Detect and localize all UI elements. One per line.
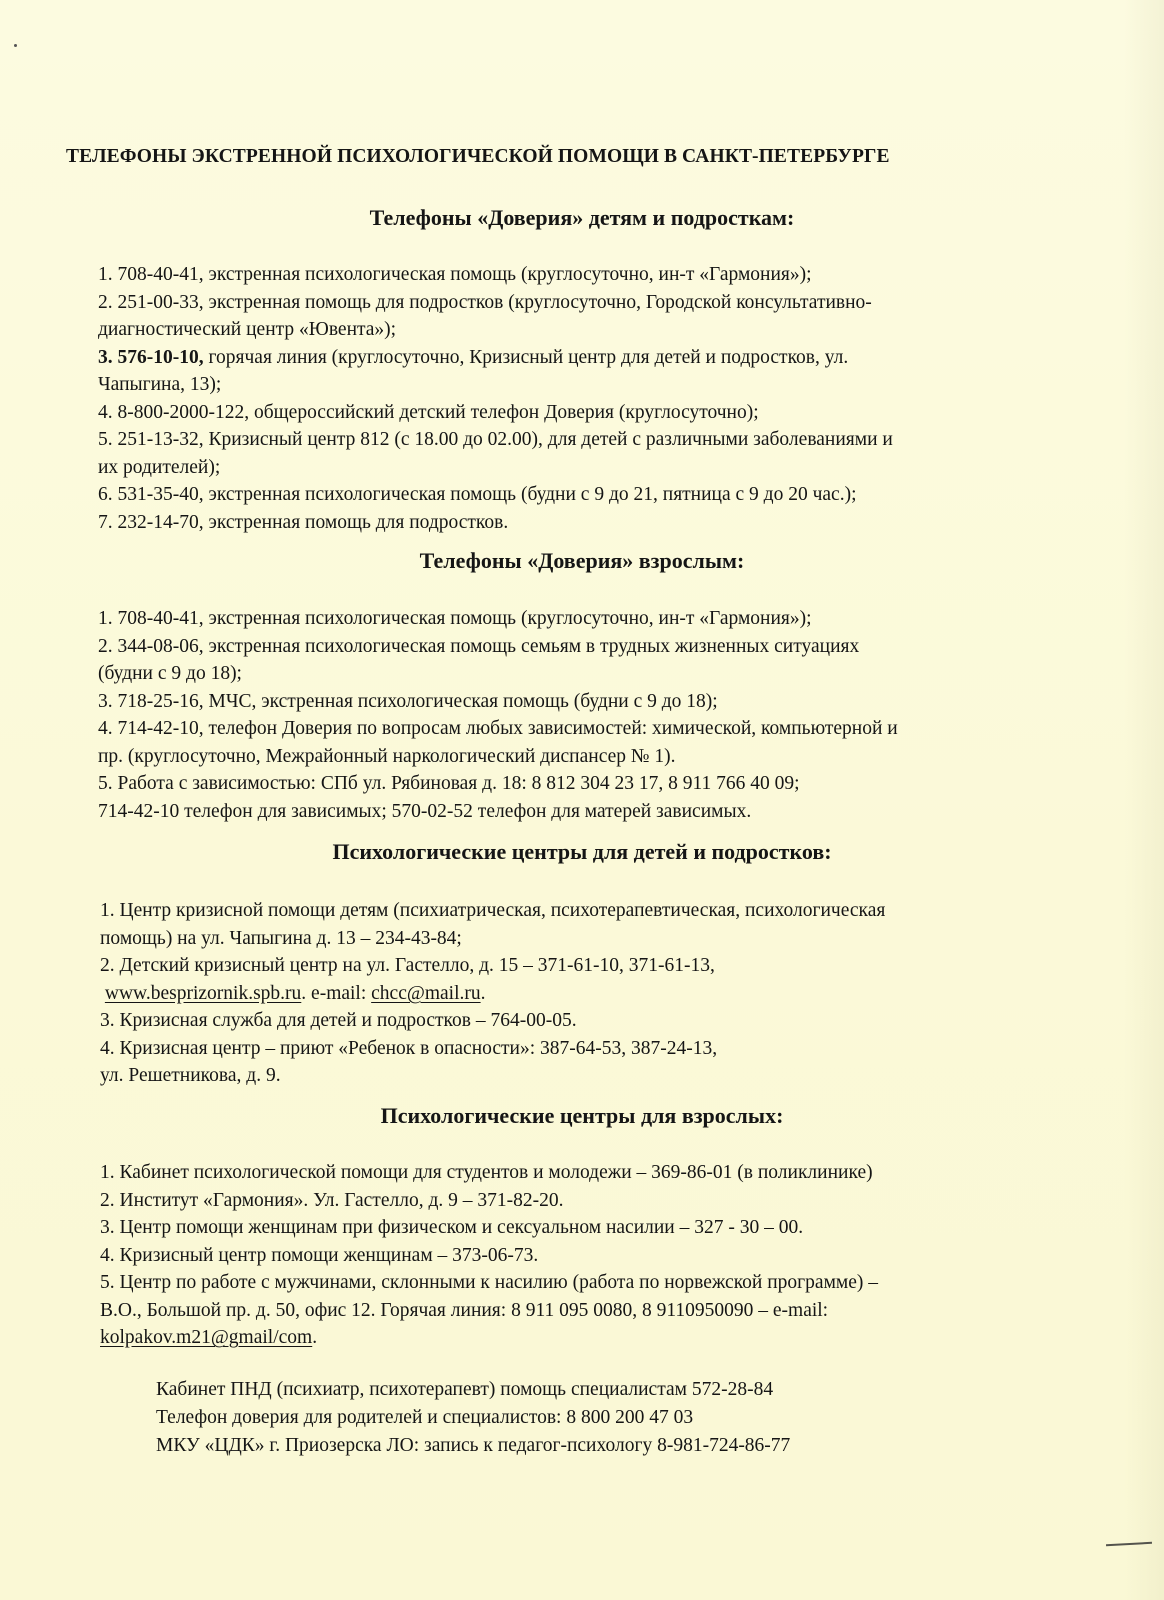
email-end: . xyxy=(312,1327,318,1348)
list-line: ул. Решетникова, д. 9. xyxy=(100,1065,281,1086)
list-line: 1. Кабинет психологической помощи для студентов и молодежи – 369-86-01 (в поликлинике) xyxy=(100,1162,873,1183)
list-line: 3. Кризисная служба для детей и подростков – 764-00-05. xyxy=(100,1010,577,1031)
children-centers-list xyxy=(100,897,885,1090)
list-line: 1. 708-40-41, экстренная психологическая помощь (круглосуточно, ин-т «Гармония»); xyxy=(98,264,812,285)
item3-text: горячая линия (круглосуточно, Кризисный центр для детей и подростков, ул. xyxy=(208,346,849,368)
footer-contacts xyxy=(156,1376,790,1460)
list-line: диагностический центр «Ювента»); xyxy=(98,319,397,340)
list-line: помощь) на ул. Чапыгина д. 13 – 234-43-84; xyxy=(100,927,462,949)
list-line-item3 xyxy=(98,344,893,372)
adult-hotlines-list xyxy=(98,605,898,825)
children-hotlines-list xyxy=(98,261,893,536)
list-line-email xyxy=(100,1324,878,1352)
list-line: 6. 531-35-40, экстренная психологическая помощь (будни с 9 до 21, пятница с 9 до 20 час.); xyxy=(98,484,857,505)
website-link[interactable]: www.besprizornik.spb.ru xyxy=(104,982,302,1004)
list-line: 714-42-10 телефон для зависимых; 570-02-52 телефон для матерей зависимых. xyxy=(98,800,752,822)
list-line: 2. 344-08-06, экстренная психологическая помощь семьям в трудных жизненных ситуациях xyxy=(98,635,860,657)
adult-centers-list xyxy=(100,1159,878,1352)
email-label: . e-mail: xyxy=(301,982,372,1004)
item3-number: 3. 576-10-10, xyxy=(98,346,204,368)
list-line-links xyxy=(100,980,885,1008)
list-line: (будни с 9 до 18); xyxy=(98,663,242,684)
document-title: ТЕЛЕФОНЫ ЭКСТРЕННОЙ ПСИХОЛОГИЧЕСКОЙ ПОМОЩИ В САНКТ-ПЕТЕРБУРГЕ xyxy=(66,146,890,167)
list-line: Чапыгина, 13); xyxy=(98,374,222,395)
list-line: 7. 232-14-70, экстренная помощь для подростков. xyxy=(98,511,509,533)
list-line: 4. 8-800-2000-122, общероссийский детский телефон Доверия (круглосуточно); xyxy=(98,401,759,423)
list-line: их родителей); xyxy=(98,456,221,478)
list-line: 2. 251-00-33, экстренная помощь для подростков (круглосуточно, Городской консультативно- xyxy=(98,291,872,313)
section-heading-adult-centers: Психологические центры для взрослых: xyxy=(380,1103,784,1128)
footer-line: Телефон доверия для родителей и специалистов: 8 800 200 47 03 xyxy=(156,1407,694,1428)
page-edge-shadow xyxy=(1124,0,1164,1600)
list-line: 4. 714-42-10, телефон Доверия по вопросам любых зависимостей: химической, компьютерной и xyxy=(98,718,898,739)
footer-line: МКУ «ЦДК» г. Приозерска ЛО: запись к педагог-психологу 8-981-724-86-77 xyxy=(156,1435,791,1456)
footer-line: Кабинет ПНД (психиатр, психотерапевт) помощь специалистам 572-28-84 xyxy=(156,1379,774,1400)
list-line: 3. Центр помощи женщинам при физическом и сексуальном насилии – 327 - 30 – 00. xyxy=(100,1217,804,1238)
email-end: . xyxy=(480,982,486,1004)
list-line: 1. 708-40-41, экстренная психологическая помощь (круглосуточно, ин-т «Гармония»); xyxy=(98,608,812,629)
section-heading-adult-hotlines: Телефоны «Доверия» взрослым: xyxy=(419,548,745,573)
list-line: 2. Детский кризисный центр на ул. Гастелло, д. 15 – 371-61-10, 371-61-13, xyxy=(100,955,715,976)
section-heading-children-hotlines: Телефоны «Доверия» детям и подросткам: xyxy=(369,205,795,230)
email-link[interactable]: chcc@mail.ru xyxy=(371,982,481,1004)
list-line: 5. Работа с зависимостью: СПб ул. Рябиновая д. 18: 8 812 304 23 17, 8 911 766 40 09; xyxy=(98,773,800,794)
list-line: 1. Центр кризисной помощи детям (психиатрическая, психотерапевтическая, психологическая xyxy=(100,900,886,921)
list-line: 5. 251-13-32, Кризисный центр 812 (с 18.00 до 02.00), для детей с различными заболеваниями и xyxy=(98,429,893,450)
email-link[interactable]: kolpakov.m21@gmail/com xyxy=(100,1327,313,1348)
list-line: 3. 718-25-16, МЧС, экстренная психологическая помощь (будни с 9 до 18); xyxy=(98,690,718,712)
section-heading-children-centers: Психологические центры для детей и подростков: xyxy=(332,839,832,864)
list-line: 2. Институт «Гармония». Ул. Гастелло, д. 9 – 371-82-20. xyxy=(100,1189,564,1211)
list-line: В.О., Большой пр. д. 50, офис 12. Горячая линия: 8 911 095 0080, 8 9110950090 – e-mail: xyxy=(100,1299,829,1321)
list-line: 4. Кризисный центр помощи женщинам – 373-06-73. xyxy=(100,1244,539,1266)
list-line: 4. Кризисная центр – приют «Ребенок в опасности»: 387-64-53, 387-24-13, xyxy=(100,1037,718,1059)
scan-speck xyxy=(14,44,17,47)
list-line: 5. Центр по работе с мужчинами, склонными к насилию (работа по норвежской программе) – xyxy=(100,1272,879,1293)
list-line: пр. (круглосуточно, Межрайонный наркологический диспансер № 1). xyxy=(98,745,676,767)
